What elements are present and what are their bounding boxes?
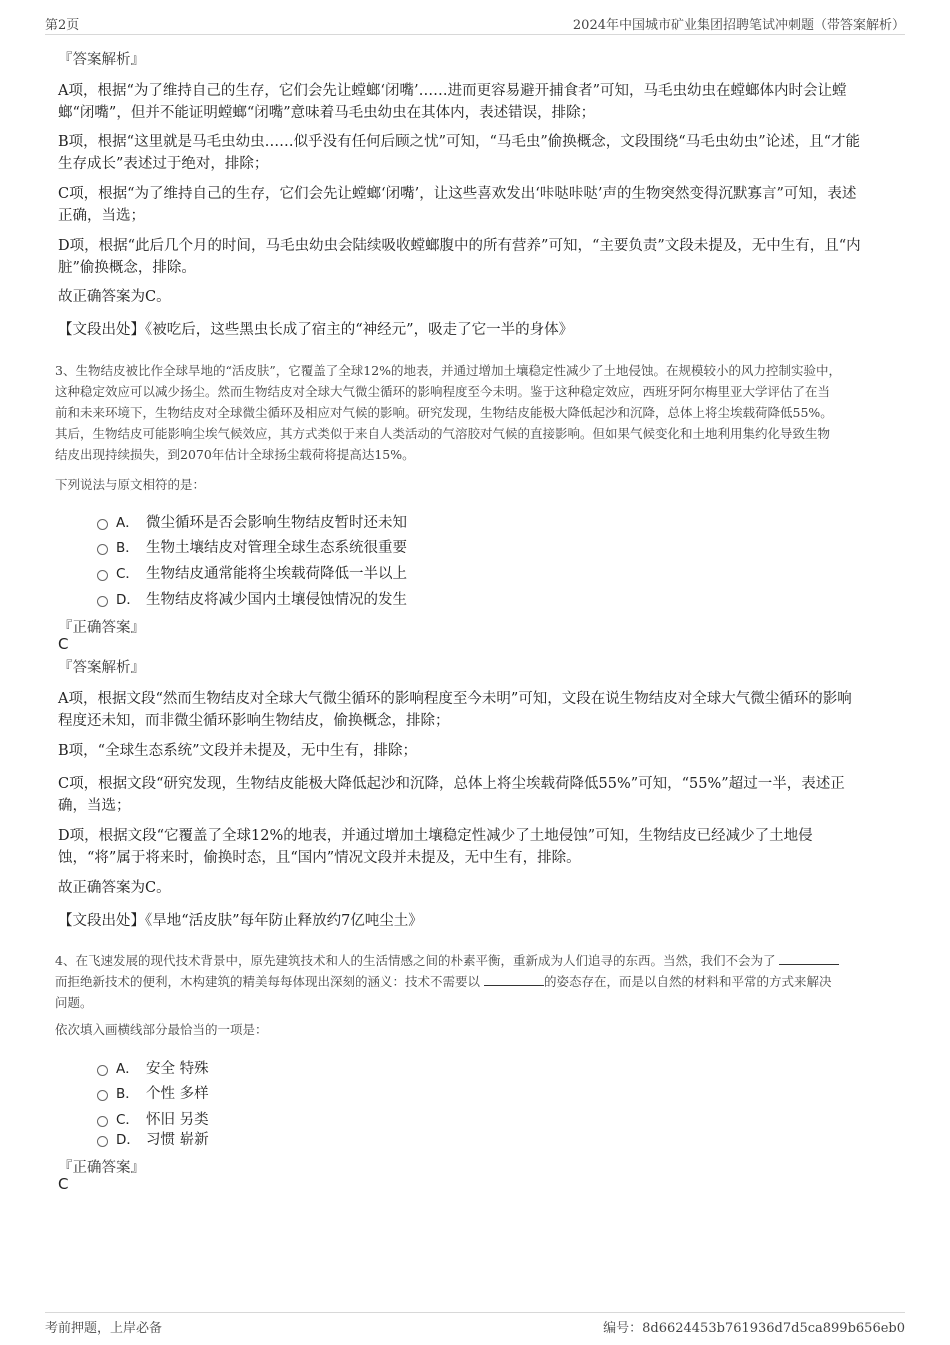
q3-option-a[interactable]: A． 微尘循环是否会影响生物结皮暂时还未知 bbox=[97, 511, 407, 531]
q3-passage bbox=[55, 360, 841, 465]
radio-icon[interactable] bbox=[97, 1065, 108, 1076]
text-line: A项，根据“为了维持自己的生存，它们会先让螳螂‘闭嘴’……进而更容易避开捕食者”可知，马毛虫幼虫在螳螂体内时会让螳 bbox=[58, 83, 847, 99]
q3-question: 下列说法与原文相符的是： bbox=[55, 477, 206, 492]
text-line: 3、生物结皮被比作全球旱地的“活皮肤”，它覆盖了全球12%的地表，并通过增加土壤稳定性减少了土地侵蚀。在规模较小的风力控制实验中， bbox=[55, 363, 842, 378]
document-title: 2024年中国城市矿业集团招聘笔试冲刺题（带答案解析） bbox=[572, 18, 905, 33]
q4-question: 依次填入画横线部分最恰当的一项是： bbox=[55, 1022, 268, 1037]
text-line: C项，根据文段“研究发现，生物结皮能极大降低起沙和沉降，总体上将尘埃载荷降低55%”可知，“55%”超过一半，表述正 bbox=[58, 776, 845, 792]
text-line: 确，当选； bbox=[58, 798, 131, 814]
q3-option-c[interactable]: C． 生物结皮通常能将尘埃载荷降低一半以上 bbox=[97, 562, 407, 582]
q2-analysis-b bbox=[58, 131, 860, 175]
document-code: 编号：8d6624453b761936d7d5ca899b656eb0 bbox=[603, 1321, 905, 1336]
q2-source: 【文段出处】《被吃后，这些黑虫长成了宿主的“神经元”，吸走了它一半的身体》 bbox=[58, 322, 574, 338]
text-line: B项，根据“这里就是马毛虫幼虫……似乎没有任何后顾之忧”可知，“马毛虫”偷换概念，文段围绕“马毛虫幼虫”论述，且“才能 bbox=[58, 134, 861, 150]
q3-analysis-c bbox=[58, 773, 845, 817]
text-line: D项，根据“此后几个月的时间，马毛虫幼虫会陆续吸收螳螂腹中的所有营养”可知，“主要负责”文段未提及，无中生有，且“内 bbox=[58, 238, 861, 254]
q3-analysis-b bbox=[58, 740, 417, 762]
text-line: 生存成长”表述过于绝对，排除； bbox=[58, 156, 269, 172]
text-line: 其后，生物结皮可能影响尘埃气候效应，其方式类似于来自人类活动的气溶胶对气候的直接影响。但如果气候变化和土地利用集约化导致生物 bbox=[55, 426, 831, 441]
q3-option-b[interactable]: B． 生物土壤结皮对管理全球生态系统很重要 bbox=[97, 536, 407, 556]
q3-answer: C bbox=[58, 635, 69, 653]
text-line: 而拒绝新技术的便利，木构建筑的精美每每体现出深刻的涵义：技术不需要以 的姿态存在，而是以自然的材料和平常的方式来解决 bbox=[55, 974, 832, 989]
text-line: 结皮出现持续损失，到2070年估计全球扬尘载荷将提高达15%。 bbox=[55, 447, 415, 462]
text-line: 4、在飞速发展的现代技术背景中，原先建筑技术和人的生活情感之间的朴素平衡，重新成为人们追寻的东西。当然，我们不会为了 bbox=[55, 950, 839, 971]
radio-icon[interactable] bbox=[97, 1136, 108, 1147]
text-line: C项，根据“为了维持自己的生存，它们会先让螳螂‘闭嘴’，让这些喜欢发出‘咔哒咔哒’声的生物突然变得沉默寡言”可知，表述 bbox=[58, 186, 857, 202]
text-line: 螂“闭嘴”，但并不能证明螳螂“闭嘴”意味着马毛虫幼虫在其体内，表述错误，排除； bbox=[58, 105, 596, 121]
q4-option-d[interactable]: D． 习惯 崭新 bbox=[97, 1128, 209, 1148]
q2-conclusion: 故正确答案为C。 bbox=[58, 289, 171, 305]
q2-analysis-d bbox=[58, 235, 861, 279]
page-header bbox=[45, 14, 905, 35]
q4-passage bbox=[55, 950, 839, 1013]
radio-icon[interactable] bbox=[97, 570, 108, 581]
fill-blank-1[interactable] bbox=[779, 952, 839, 965]
q3-conclusion: 故正确答案为C。 bbox=[58, 880, 171, 896]
q3-analysis-label: 『答案解析』 bbox=[58, 660, 145, 676]
text-line: 这种稳定效应可以减少扬尘。然而生物结皮对全球大气微尘循环的影响程度至今未明。鉴于这种稳定效应，西班牙阿尔梅里亚大学评估了在当 bbox=[55, 384, 831, 399]
text-line: 正确，当选； bbox=[58, 208, 145, 224]
text-line: 前和未来环境下，生物结皮对全球微尘循环及相应对气候的影响。研究发现，生物结皮能极大降低起沙和沉降，总体上将尘埃载荷降低55%。 bbox=[55, 405, 833, 420]
q4-option-a[interactable]: A． 安全 特殊 bbox=[97, 1057, 209, 1077]
q3-source: 【文段出处】《旱地“活皮肤”每年防止释放约7亿吨尘土》 bbox=[58, 913, 423, 929]
q2-analysis-c bbox=[58, 183, 856, 227]
text-line: D项，根据文段“它覆盖了全球12%的地表，并通过增加土壤稳定性减少了土地侵蚀”可知，生物结皮已经减少了土地侵 bbox=[58, 828, 813, 844]
fill-blank-2[interactable] bbox=[484, 973, 544, 986]
text-line: B项，“全球生态系统”文段并未提及，无中生有，排除； bbox=[58, 743, 417, 759]
q4-answer-label: 『正确答案』 bbox=[58, 1160, 145, 1176]
q4-answer: C bbox=[58, 1175, 69, 1193]
radio-icon[interactable] bbox=[97, 596, 108, 607]
q4-option-c[interactable]: C． 怀旧 另类 bbox=[97, 1108, 209, 1128]
q2-analysis-a bbox=[58, 80, 847, 124]
text-line: 问题。 bbox=[55, 995, 93, 1010]
footer-slogan: 考前押题，上岸必备 bbox=[45, 1321, 163, 1336]
text-line: 程度还未知，而非微尘循环影响生物结皮，偷换概念，排除； bbox=[58, 713, 450, 729]
radio-icon[interactable] bbox=[97, 544, 108, 555]
q3-answer-label: 『正确答案』 bbox=[58, 620, 145, 636]
q3-analysis-a bbox=[58, 688, 852, 732]
q3-analysis-d bbox=[58, 825, 813, 869]
page-number: 第2页 bbox=[45, 18, 80, 33]
q3-option-d[interactable]: D． 生物结皮将减少国内土壤侵蚀情况的发生 bbox=[97, 588, 407, 608]
q2-analysis-label: 『答案解析』 bbox=[58, 52, 145, 68]
text-line: 脏”偷换概念，排除。 bbox=[58, 260, 196, 276]
q4-option-b[interactable]: B． 个性 多样 bbox=[97, 1082, 209, 1102]
radio-icon[interactable] bbox=[97, 519, 108, 530]
text-line: A项，根据文段“然而生物结皮对全球大气微尘循环的影响程度至今未明”可知，文段在说生物结皮对全球大气微尘循环的影响 bbox=[58, 691, 852, 707]
page-footer bbox=[45, 1312, 905, 1335]
text-line: 蚀，“将”属于将来时，偷换时态，且“国内”情况文段并未提及，无中生有，排除。 bbox=[58, 850, 581, 866]
radio-icon[interactable] bbox=[97, 1116, 108, 1127]
radio-icon[interactable] bbox=[97, 1090, 108, 1101]
